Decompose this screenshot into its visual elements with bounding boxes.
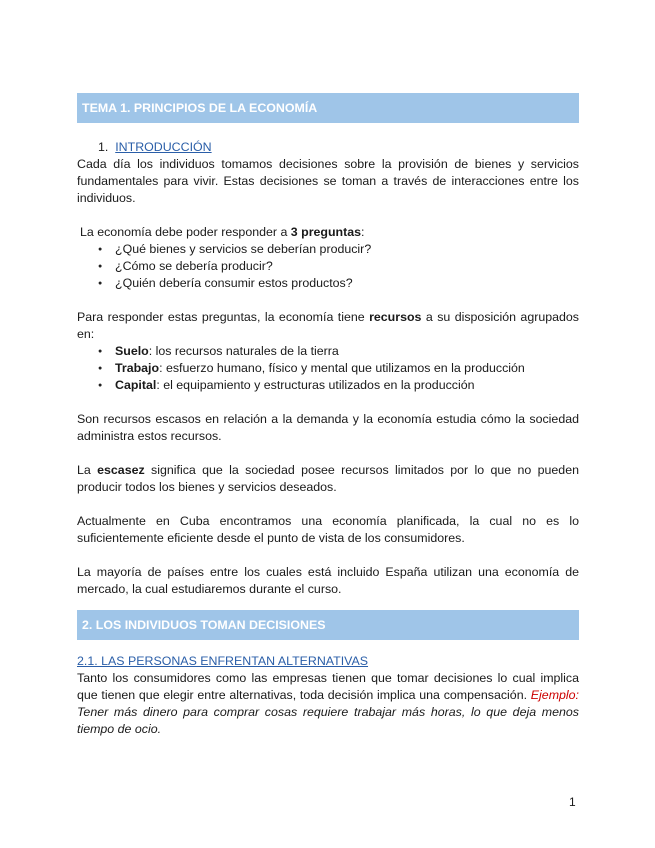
- escasez-bold: escasez: [97, 463, 145, 477]
- recurso-term: Suelo: [115, 344, 149, 358]
- list-item: ● ¿Qué bienes y servicios se deberían producir?: [77, 241, 579, 258]
- example-text: Tener más dinero para comprar cosas requiere trabajar más horas, lo que deja menos tiempo de ocio.: [77, 705, 579, 736]
- recursos-lead-after: a su disposición agrupados en:: [77, 310, 579, 341]
- preguntas-list: [77, 241, 579, 292]
- list-item: [77, 377, 579, 394]
- tema-title: TEMA 1. PRINCIPIOS DE LA ECONOMÍA: [82, 101, 318, 115]
- preguntas-lead: [77, 224, 579, 241]
- preguntas-lead-colon: :: [361, 225, 365, 239]
- espana-paragraph: La mayoría de países entre los cuales está incluido España utilizan una economía de mercado, la cual estudiaremos durante el curso.: [77, 565, 579, 596]
- escasos-paragraph: Son recursos escasos en relación a la demanda y la economía estudia cómo la sociedad administra estos recursos.: [77, 412, 579, 443]
- recurso-desc: : los recursos naturales de la tierra: [148, 344, 339, 358]
- recurso-term: Capital: [115, 378, 157, 392]
- preguntas-lead-text: La economía debe poder responder a: [80, 225, 291, 239]
- section2-title: 2. LOS INDIVIDUOS TOMAN DECISIONES: [82, 618, 326, 632]
- intro-paragraph: Cada día los individuos tomamos decisiones sobre la provisión de bienes y servicios fundamentales para vivir. Estas decisiones se toman a través de interacciones entre los individuos.: [77, 157, 579, 205]
- recursos-lead-bold: recursos: [369, 310, 422, 324]
- page-number: 1: [569, 795, 576, 809]
- intro-heading-link[interactable]: INTRODUCCIÓN: [115, 140, 212, 154]
- list-item: [77, 343, 579, 360]
- section2-title-banner: [77, 610, 579, 640]
- list-item: ● ¿Quién debería consumir estos productos?: [77, 275, 579, 292]
- escasez-after: significa que la sociedad posee recursos limitados por lo que no pueden producir todos los bienes y servicios deseados.: [77, 463, 579, 494]
- subsection21-paragraph: [77, 670, 579, 738]
- subsection21-heading: [77, 653, 579, 670]
- cuba-paragraph: Actualmente en Cuba encontramos una economía planificada, la cual no es lo suficientemente eficiente desde el punto de vista de los consumidores.: [77, 514, 579, 545]
- intro-number: 1.: [98, 140, 109, 154]
- list-item: [77, 360, 579, 377]
- recurso-term: Trabajo: [115, 361, 160, 375]
- subsection21-text: Tanto los consumidores como las empresas tienen que tomar decisiones lo cual implica que tienen que elegir entre alternativas, toda decisión implica una compensación.: [77, 671, 579, 702]
- recursos-lead-text: Para responder estas preguntas, la economía tiene: [77, 310, 370, 324]
- document-page: [77, 93, 579, 738]
- preguntas-lead-bold: 3 preguntas: [290, 225, 362, 239]
- escasez-before: La: [77, 463, 98, 477]
- recursos-lead: [77, 309, 579, 343]
- subsection21-heading-link[interactable]: 2.1. LAS PERSONAS ENFRENTAN ALTERNATIVAS: [77, 654, 369, 668]
- recurso-desc: : esfuerzo humano, físico y mental que utilizamos en la producción: [159, 361, 525, 375]
- tema-title-banner: [77, 93, 579, 123]
- escasez-paragraph: [77, 462, 579, 496]
- intro-heading: [77, 139, 579, 156]
- example-label: Ejemplo:: [530, 688, 579, 702]
- recursos-list: [77, 343, 579, 394]
- recurso-desc: : el equipamiento y estructuras utilizados en la producción: [156, 378, 475, 392]
- list-item: ● ¿Cómo se debería producir?: [77, 258, 579, 275]
